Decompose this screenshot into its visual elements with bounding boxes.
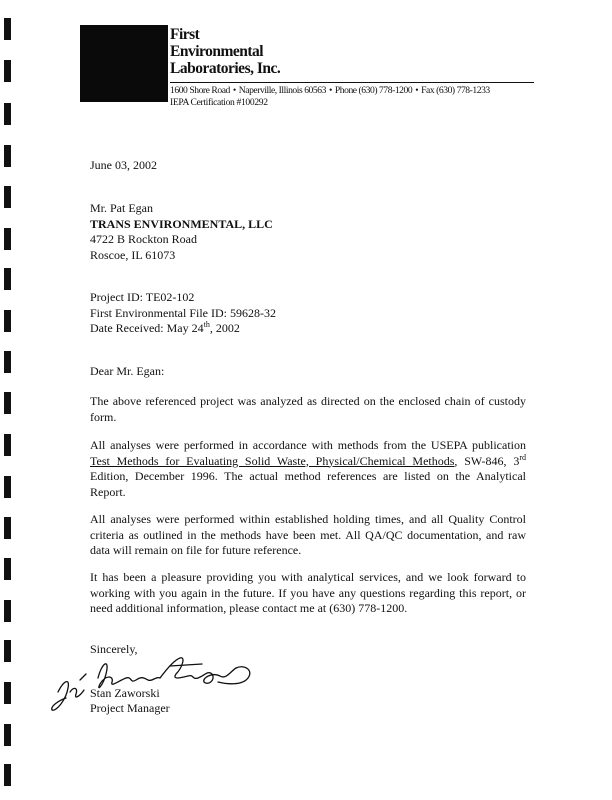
paragraph-4 <box>90 570 526 617</box>
valediction: Sincerely, <box>90 642 138 656</box>
certification-line: IEPA Certification #100292 <box>170 97 268 108</box>
company-phone: Phone (630) 778-1200 <box>334 85 413 96</box>
company-address: 1600 Shore Road <box>170 85 230 96</box>
recipient-company: TRANS ENVIRONMENTAL, LLC <box>90 216 273 231</box>
paragraph-line: The above referenced project was analyzed as directed on the enclosed chain of custody <box>90 394 526 408</box>
company-fax: Fax (630) 778-1233 <box>421 85 490 96</box>
paragraph-line: need additional information, please contact me at (630) 778-1200. <box>90 601 408 615</box>
recipient-address-block <box>90 201 273 263</box>
separator-dot: • <box>328 85 332 96</box>
paragraph-line: All analyses were performed in accordance with methods from the USEPA publication <box>90 438 526 452</box>
paragraph-3 <box>90 512 526 559</box>
paragraph-2 <box>90 438 526 500</box>
date-received-year: , 2002 <box>209 321 240 335</box>
paragraph-line: It has been a pleasure providing you with analytical services, and we look forward to <box>90 570 526 584</box>
paragraph-line: All analyses were performed within established holding times, and all Quality Control <box>90 512 526 526</box>
file-id: First Environmental File ID: 59628-32 <box>90 305 276 320</box>
paragraph-line <box>90 454 526 470</box>
paragraph-line: data will remain on file for future reference. <box>90 543 302 557</box>
paragraph-line: Edition, December 1996. The actual method references are listed on the Analytical <box>90 469 526 483</box>
company-logo-block <box>80 25 168 102</box>
letterhead-rule <box>170 82 534 83</box>
company-contact-line <box>170 85 490 96</box>
date-received-text: Date Received: May 24 <box>90 321 204 335</box>
paragraph-line: criteria as outlined in the methods have been met. All QA/QC documentation, and raw <box>90 527 526 542</box>
publication-title: Test Methods for Evaluating Solid Waste, Physical/Chemical Methods <box>90 453 455 468</box>
paragraph-line: form. <box>90 409 117 424</box>
signer-name: Stan Zaworski <box>90 686 160 700</box>
project-id: Project ID: TE02-102 <box>90 290 195 304</box>
edition-ordinal: rd <box>519 452 526 462</box>
company-city: Naperville, Illinois 60563 <box>238 85 326 96</box>
company-name <box>170 26 280 77</box>
letter-date: June 03, 2002 <box>90 158 157 172</box>
separator-dot: • <box>415 85 419 96</box>
recipient-name: Mr. Pat Egan <box>90 201 153 215</box>
paragraph-line: working with you again in the future. If you have any questions regarding this report, or <box>90 585 526 600</box>
company-name-line-2: Environmental <box>170 43 264 60</box>
company-name-line-1: First <box>170 26 200 43</box>
date-received <box>90 321 276 337</box>
project-info-block <box>90 290 276 337</box>
recipient-city: Roscoe, IL 61073 <box>90 247 176 262</box>
recipient-street: 4722 B Rockton Road <box>90 232 197 246</box>
publication-series: , SW-846, 3 <box>454 453 520 468</box>
separator-dot: • <box>232 85 236 96</box>
scan-edge-marks <box>0 0 14 800</box>
salutation: Dear Mr. Egan: <box>90 364 165 378</box>
company-name-line-3: Laboratories, Inc. <box>170 60 281 77</box>
paragraph-1 <box>90 394 526 425</box>
paragraph-line: Report. <box>90 484 126 499</box>
date-received-ordinal: th <box>203 320 210 329</box>
signer-title: Project Manager <box>90 701 170 715</box>
